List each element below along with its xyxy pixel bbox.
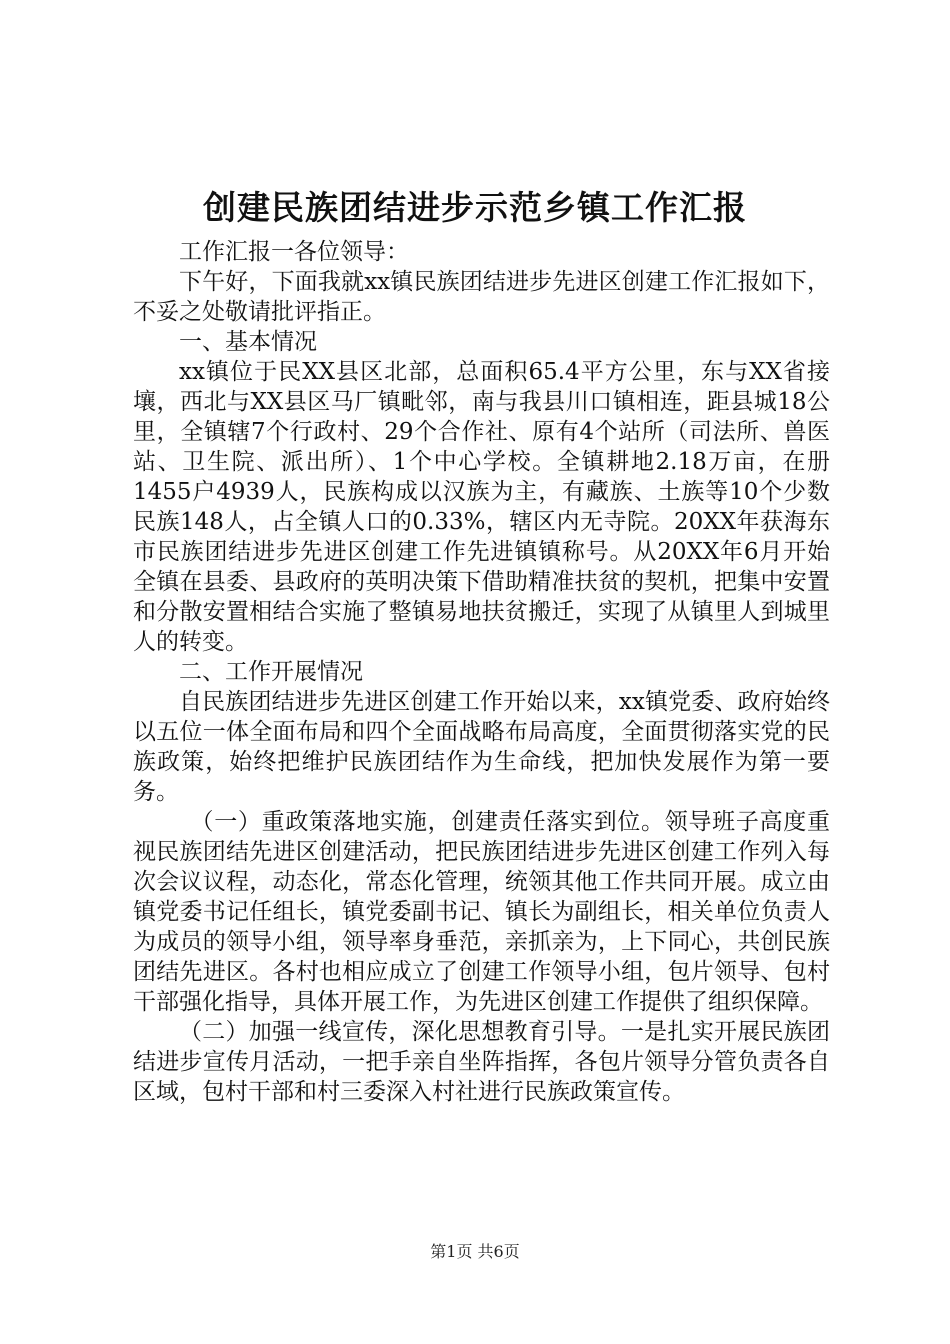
paragraph-greeting: 工作汇报一各位领导： <box>179 239 409 265</box>
document-title: 创建民族团结进步示范乡镇工作汇报 <box>203 188 747 227</box>
paragraph-publicity: （二）加强一线宣传，深化思想教育引导。一是扎实开展民族团结进步宣传月活动，一把手亲自坐阵指挥，各包片领导分管负责各自区域，包村干部和村三委深入村社进行民族政策宣传。 <box>133 1019 830 1105</box>
document-body <box>133 237 830 1107</box>
heading-work-progress: 二、工作开展情况 <box>179 659 363 685</box>
page-number-footer: 第1页 共6页 <box>430 1242 520 1261</box>
heading-basic-situation: 一、基本情况 <box>179 329 317 355</box>
paragraph-intro: 下午好，下面我就xx镇民族团结进步先进区创建工作汇报如下，不妥之处敬请批评指正。 <box>133 269 830 325</box>
paragraph-basic-situation: xx镇位于民XX县区北部，总面积65.4平方公里，东与XX省接壤，西北与XX县区马厂镇毗邻，南与我县川口镇相连，距县城18公里，全镇辖7个行政村、29个合作社、原有4个站所（司法所、兽医站、卫生院、派出所）、1个中心学校。全镇耕地2.18万亩，在册1455户4939人，民族构成以汉族为主，有藏族、土族等10个少数民族148人，占全镇人口的0.33%，辖区内无寺院。20XX年获海东市民族团结进步先进区创建工作先进镇镇称号。从20XX年6月开始全镇在县委、县政府的英明决策下借助精准扶贫的契机，把集中安置和分散安置相结合实施了整镇易地扶贫搬迁，实现了从镇里人到城里人的转变。 <box>133 359 830 655</box>
paragraph-policy-implementation: （一）重政策落地实施，创建责任落实到位。领导班子高度重视民族团结先进区创建活动，把民族团结进步先进区创建工作列入每次会议议程，动态化，常态化管理，统领其他工作共同开展。成立由镇党委书记任组长，镇党委副书记、镇长为副组长，相关单位负责人为成员的领导小组，领导率身垂范，亲抓亲为，上下同心，共创民族团结先进区。各村也相应成立了创建工作领导小组，包片领导、包村干部强化指导，具体开展工作，为先进区创建工作提供了组织保障。 <box>133 809 830 1015</box>
paragraph-work-progress: 自民族团结进步先进区创建工作开始以来，xx镇党委、政府始终以五位一体全面布局和四个全面战略布局高度，全面贯彻落实党的民族政策，始终把维护民族团结作为生命线，把加快发展作为第一要务。 <box>133 689 830 805</box>
